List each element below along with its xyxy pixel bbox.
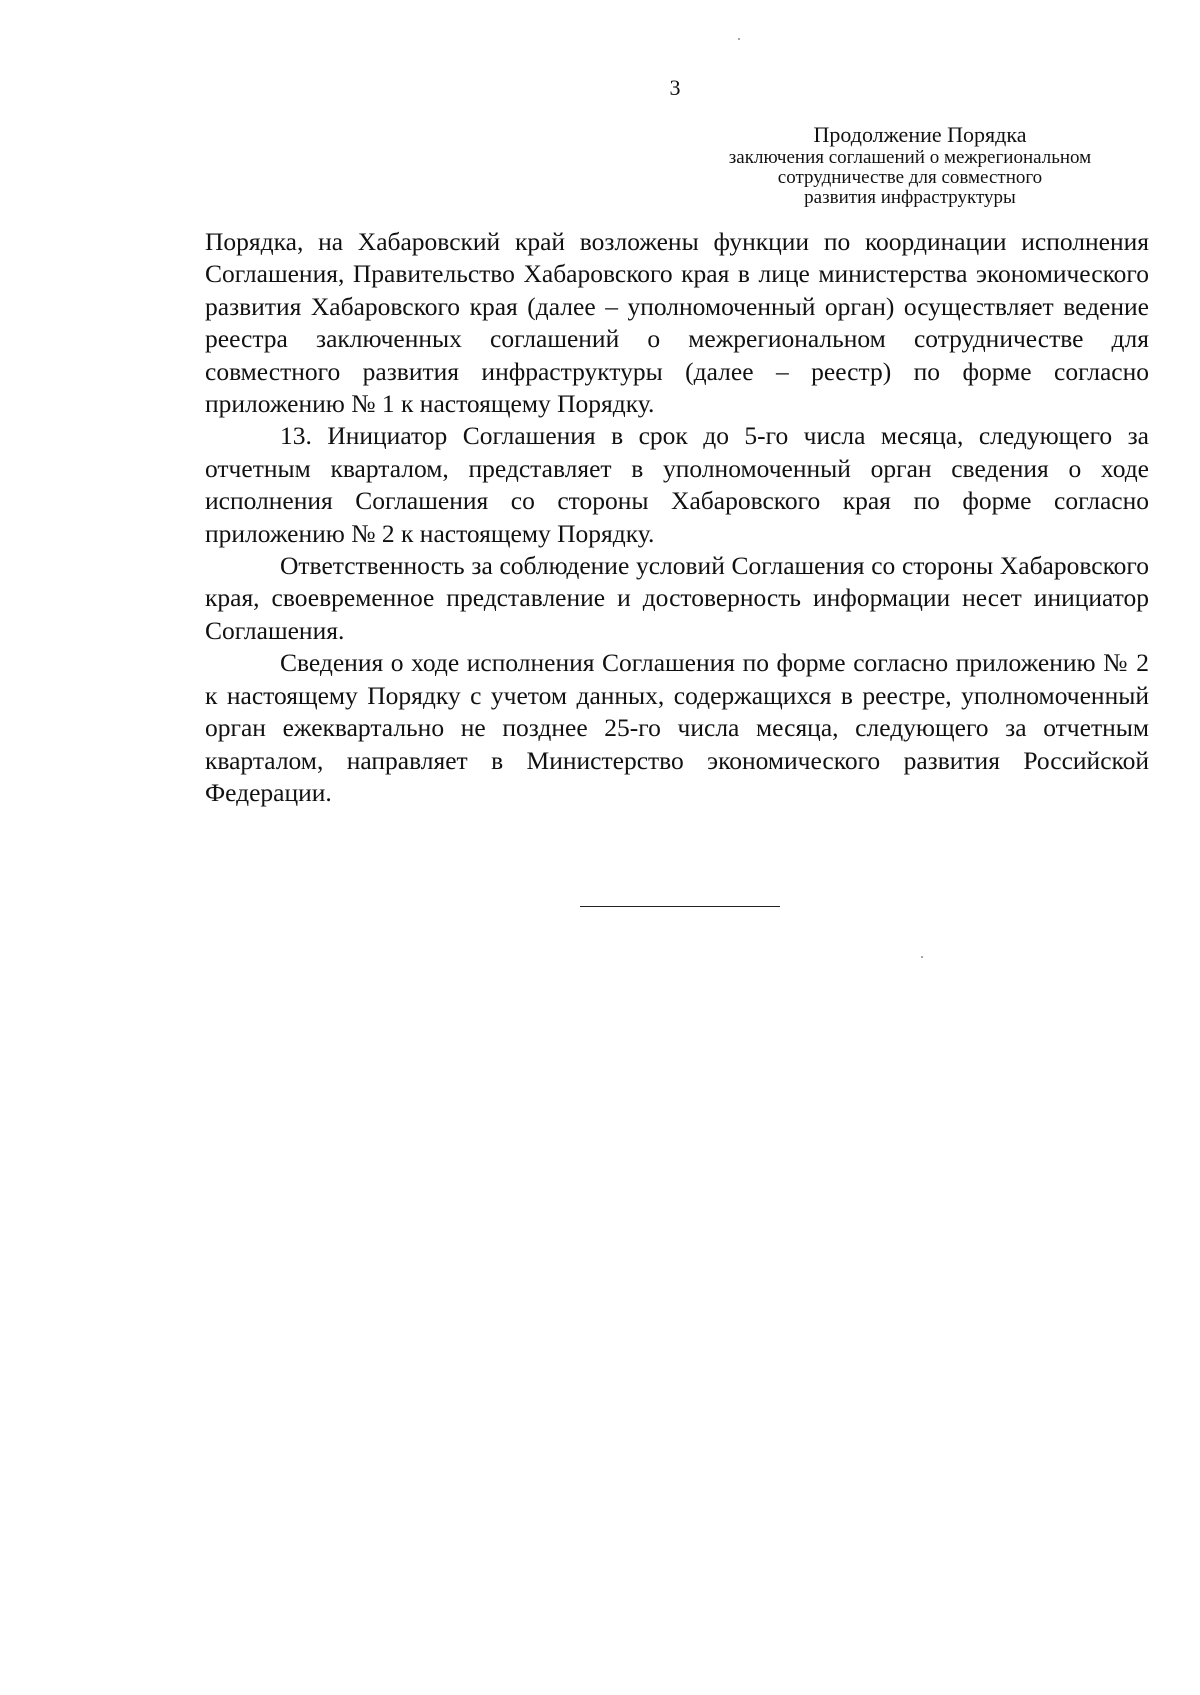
header-title: Продолжение Порядка xyxy=(813,122,1027,147)
header-line: заключения соглашений о межрегиональном xyxy=(728,147,1092,168)
continuation-header xyxy=(660,122,1160,208)
page-number: 3 xyxy=(669,75,681,100)
paragraph-continuation: Порядка, на Хабаровский край возложены функции по координации исполнения Соглашения, Правительство Хабаровского края в лице министерства экономического развития Хабаровского края (далее – уполномоченный орган) осуществляет ведение реестра заключенных соглашений о межрегиональном сотрудничестве для совместного развития инфраструктуры (далее – реестр) по форме согласно приложению № 1 к настоящему Порядку. xyxy=(205,227,1149,419)
paragraph-responsibility: Ответственность за соблюдение условий Соглашения со стороны Хабаровского края, своевременное представление и достоверность информации несет инициатор Соглашения. xyxy=(205,551,1149,645)
header-line: развития инфраструктуры xyxy=(804,187,1016,208)
end-of-text-rule xyxy=(580,906,780,907)
scan-speck xyxy=(921,956,923,958)
document-body xyxy=(205,226,1149,809)
scan-speck xyxy=(738,38,740,40)
paragraph-reporting: Сведения о ходе исполнения Соглашения по форме согласно приложению № 2 к настоящему Порядку с учетом данных, содержащихся в реестре, уполномоченный орган ежеквартально не позднее 25-го числа месяца, следующего за отчетным кварталом, направляет в Министерство экономического развития Российской Федерации. xyxy=(205,648,1149,807)
paragraph-item-13: 13. Инициатор Соглашения в срок до 5-го числа месяца, следующего за отчетным кварталом, представляет в уполномоченный орган сведения о ходе исполнения Соглашения со стороны Хабаровского края по форме согласно приложению № 2 к настоящему Порядку. xyxy=(205,421,1149,548)
header-line: сотрудничестве для совместного xyxy=(777,167,1043,188)
